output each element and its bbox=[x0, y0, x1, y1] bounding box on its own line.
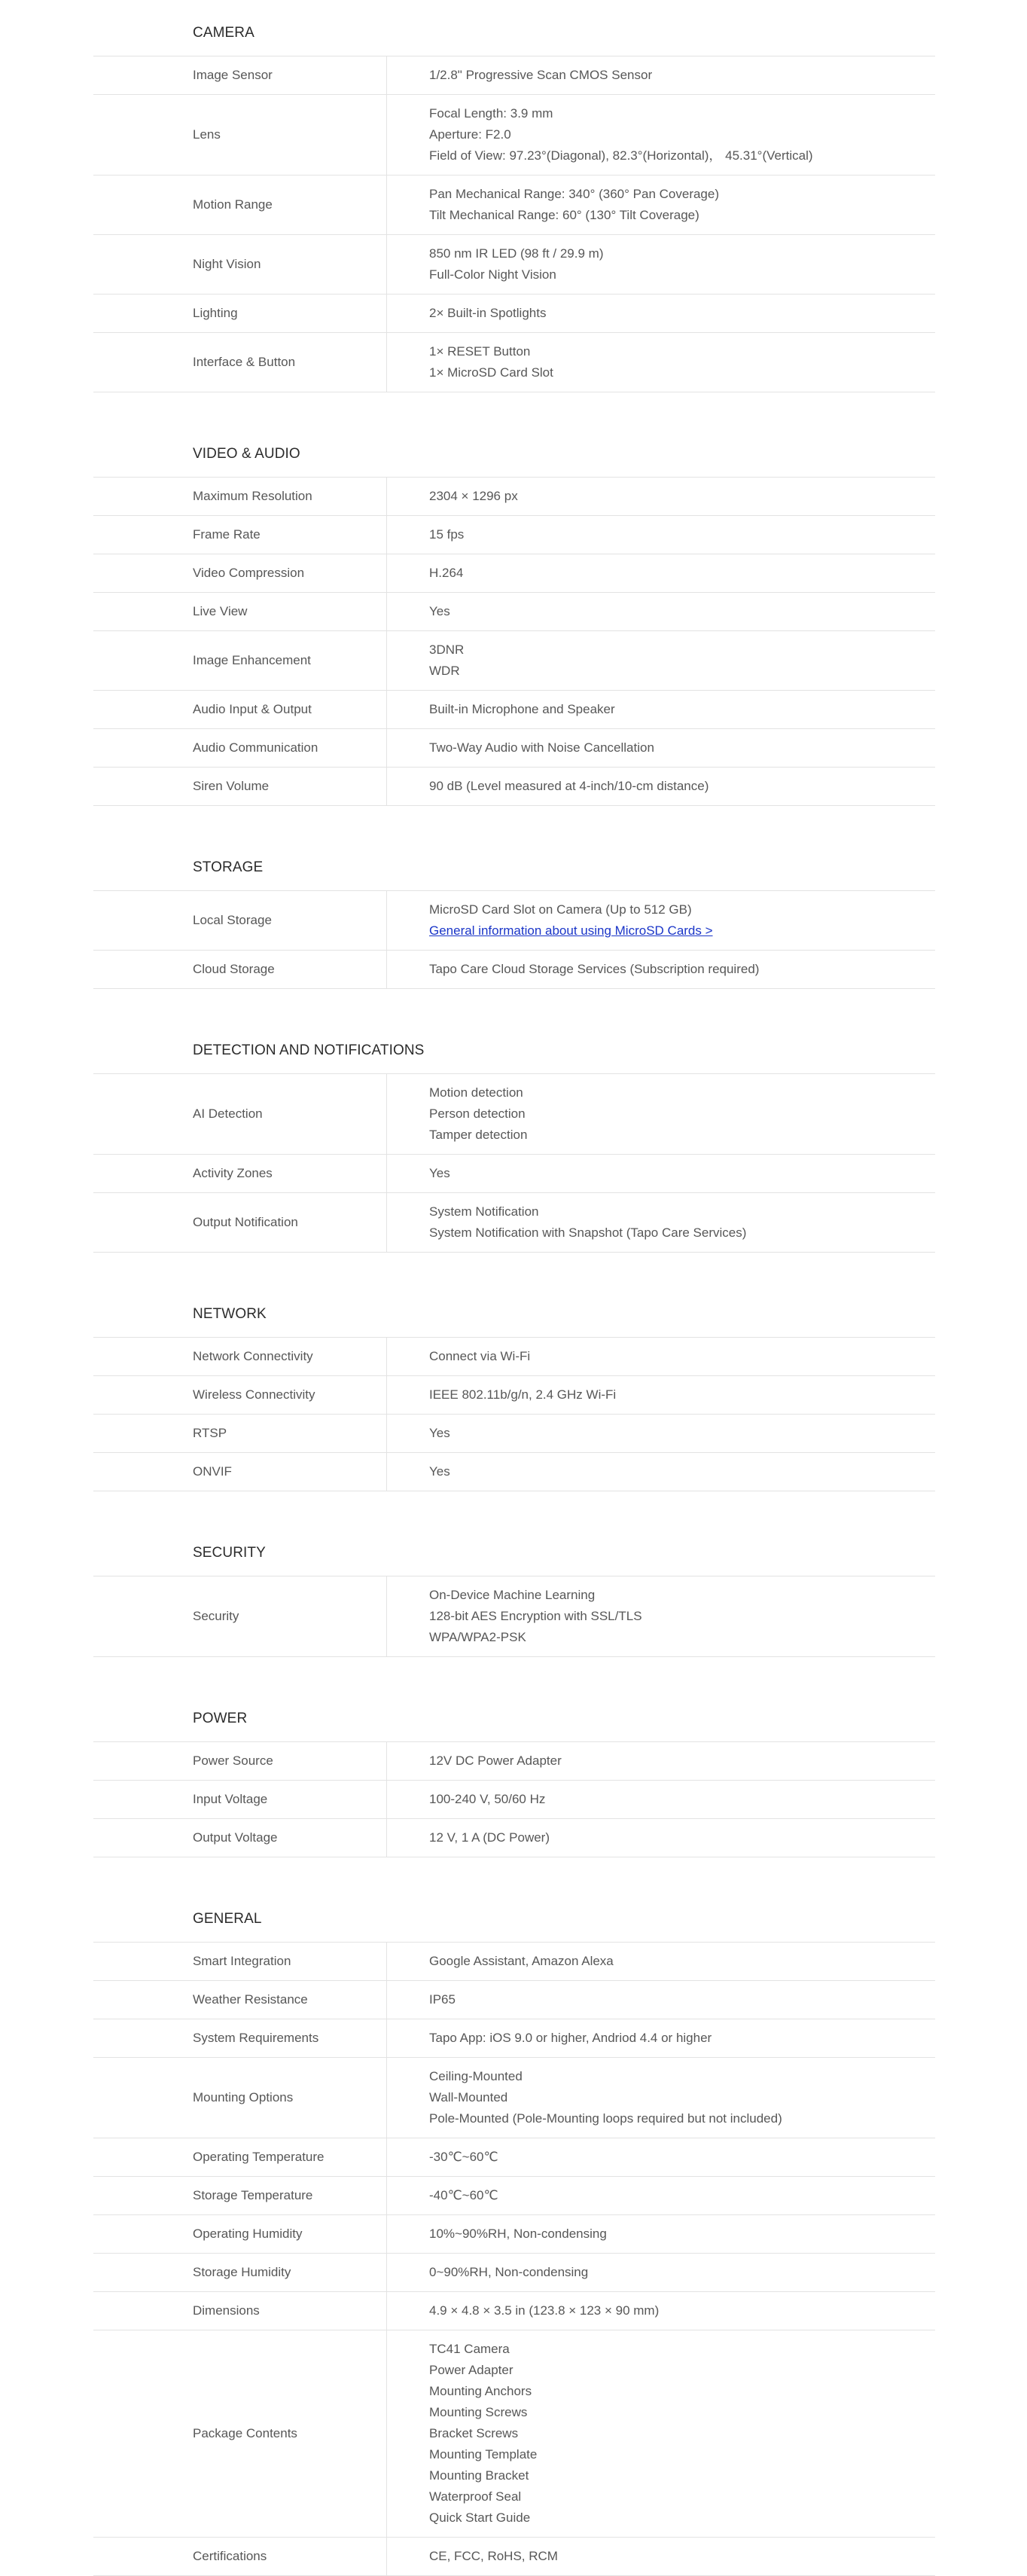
spec-value-line: 3DNR bbox=[429, 642, 465, 657]
spec-row bbox=[93, 631, 935, 691]
spec-label: Audio Communication bbox=[93, 729, 387, 767]
spec-row bbox=[93, 2177, 935, 2215]
spec-value-line: 850 nm IR LED (98 ft / 29.9 m) bbox=[429, 246, 604, 261]
spec-value bbox=[387, 2058, 935, 2138]
spec-row bbox=[93, 1376, 935, 1415]
spec-label: Night Vision bbox=[93, 235, 387, 294]
spec-value bbox=[387, 593, 935, 630]
spec-row bbox=[93, 295, 935, 333]
spec-row bbox=[93, 2292, 935, 2330]
spec-value bbox=[387, 56, 935, 94]
spec-value-line: Mounting Bracket bbox=[429, 2468, 529, 2483]
spec-value bbox=[387, 333, 935, 392]
spec-value bbox=[387, 1155, 935, 1192]
spec-row bbox=[93, 56, 935, 95]
spec-label: Input Voltage bbox=[93, 1781, 387, 1818]
spec-label: Video Compression bbox=[93, 554, 387, 592]
spec-label: Operating Humidity bbox=[93, 2215, 387, 2253]
spec-row bbox=[93, 333, 935, 392]
spec-label: Dimensions bbox=[93, 2292, 387, 2330]
spec-value bbox=[387, 1781, 935, 1818]
spec-value-line: Connect via Wi-Fi bbox=[429, 1349, 531, 1363]
spec-label: Package Contents bbox=[93, 2330, 387, 2537]
spec-value-line: 12 V, 1 A (DC Power) bbox=[429, 1830, 550, 1845]
spec-value bbox=[387, 1981, 935, 2019]
microsd-info-link[interactable]: General information about using MicroSD Cards > bbox=[429, 923, 713, 938]
spec-label: Smart Integration bbox=[93, 1943, 387, 1980]
spec-value-line: 100-240 V, 50/60 Hz bbox=[429, 1792, 546, 1806]
spec-label: Certifications bbox=[93, 2538, 387, 2575]
spec-value-line: 15 fps bbox=[429, 527, 465, 542]
spec-value-line: Tapo Care Cloud Storage Services (Subscription required) bbox=[429, 962, 760, 976]
spec-value-line: Waterproof Seal bbox=[429, 2489, 522, 2504]
spec-value-line: Field of View: 97.23°(Diagonal), 82.3°(Horizontal)， 45.31°(Vertical) bbox=[429, 148, 813, 163]
spec-value-line: TC41 Camera bbox=[429, 2342, 510, 2356]
spec-value bbox=[387, 729, 935, 767]
spec-value bbox=[387, 951, 935, 988]
spec-value bbox=[387, 235, 935, 294]
spec-section-security bbox=[93, 1531, 935, 1657]
spec-value-line: Ceiling-Mounted bbox=[429, 2069, 523, 2083]
spec-value-line: Yes bbox=[429, 1426, 450, 1440]
spec-row bbox=[93, 1193, 935, 1253]
spec-value-line: Yes bbox=[429, 1166, 450, 1180]
spec-row bbox=[93, 593, 935, 631]
spec-value bbox=[387, 2292, 935, 2330]
spec-value-line: Tapo App: iOS 9.0 or higher, Andriod 4.4 or higher bbox=[429, 2031, 712, 2045]
spec-label: ONVIF bbox=[93, 1453, 387, 1491]
spec-value-line: -40℃~60℃ bbox=[429, 2188, 498, 2202]
spec-value bbox=[387, 516, 935, 554]
spec-value bbox=[387, 1376, 935, 1414]
spec-value-line: WDR bbox=[429, 664, 460, 678]
section-title: POWER bbox=[93, 1696, 935, 1742]
spec-row bbox=[93, 2019, 935, 2058]
spec-row bbox=[93, 1943, 935, 1981]
spec-value-line: 12V DC Power Adapter bbox=[429, 1753, 562, 1768]
spec-value-line: System Notification bbox=[429, 1204, 539, 1219]
spec-row bbox=[93, 1453, 935, 1491]
section-title: SECURITY bbox=[93, 1531, 935, 1576]
spec-value bbox=[387, 478, 935, 515]
spec-label: AI Detection bbox=[93, 1074, 387, 1154]
spec-label: Lighting bbox=[93, 295, 387, 332]
spec-value-line: Quick Start Guide bbox=[429, 2510, 531, 2525]
spec-label: Maximum Resolution bbox=[93, 478, 387, 515]
spec-value-line: Tilt Mechanical Range: 60° (130° Tilt Coverage) bbox=[429, 208, 699, 222]
spec-value-line: Tamper detection bbox=[429, 1128, 528, 1142]
spec-value bbox=[387, 2019, 935, 2057]
spec-value-line: Pan Mechanical Range: 340° (360° Pan Coverage) bbox=[429, 187, 719, 201]
spec-value-line: Pole-Mounted (Pole-Mounting loops required but not included) bbox=[429, 2111, 782, 2126]
spec-label: Live View bbox=[93, 593, 387, 630]
spec-row bbox=[93, 1819, 935, 1857]
spec-label: Output Voltage bbox=[93, 1819, 387, 1857]
spec-value-line: Full-Color Night Vision bbox=[429, 267, 556, 282]
spec-value-line: H.264 bbox=[429, 566, 464, 580]
spec-value-line: 1× RESET Button bbox=[429, 344, 531, 359]
spec-value-line: IEEE 802.11b/g/n, 2.4 GHz Wi-Fi bbox=[429, 1387, 617, 1402]
spec-value-line: On-Device Machine Learning bbox=[429, 1588, 596, 1602]
spec-value bbox=[387, 1074, 935, 1154]
spec-value-line: Google Assistant, Amazon Alexa bbox=[429, 1954, 614, 1968]
spec-section-detection-and-notifications bbox=[93, 1028, 935, 1253]
spec-value-line: Built-in Microphone and Speaker bbox=[429, 702, 615, 716]
spec-section-general bbox=[93, 1897, 935, 2576]
spec-value bbox=[387, 1576, 935, 1656]
spec-label: Operating Temperature bbox=[93, 2138, 387, 2176]
spec-value bbox=[387, 1819, 935, 1857]
spec-value-line: CE, FCC, RoHS, RCM bbox=[429, 2549, 558, 2563]
spec-value bbox=[387, 1453, 935, 1491]
spec-value bbox=[387, 691, 935, 728]
spec-section-storage bbox=[93, 845, 935, 989]
spec-row bbox=[93, 2058, 935, 2138]
spec-value-line: 2× Built-in Spotlights bbox=[429, 306, 547, 320]
spec-row bbox=[93, 516, 935, 554]
spec-label: Weather Resistance bbox=[93, 1981, 387, 2019]
spec-row bbox=[93, 729, 935, 768]
spec-label: Siren Volume bbox=[93, 768, 387, 805]
spec-value-line: Person detection bbox=[429, 1106, 526, 1121]
spec-value-line: Mounting Template bbox=[429, 2447, 538, 2462]
spec-value-line: System Notification with Snapshot (Tapo Care Services) bbox=[429, 1225, 747, 1240]
spec-value-line: IP65 bbox=[429, 1992, 456, 2007]
spec-label: Power Source bbox=[93, 1742, 387, 1780]
spec-label: Mounting Options bbox=[93, 2058, 387, 2138]
spec-value-line: Yes bbox=[429, 1464, 450, 1479]
spec-label: Wireless Connectivity bbox=[93, 1376, 387, 1414]
spec-value bbox=[387, 1338, 935, 1375]
spec-value bbox=[387, 891, 935, 950]
spec-value bbox=[387, 1943, 935, 1980]
spec-value-line: Focal Length: 3.9 mm bbox=[429, 106, 553, 121]
spec-value bbox=[387, 1415, 935, 1452]
spec-row bbox=[93, 95, 935, 175]
spec-label: Security bbox=[93, 1576, 387, 1656]
spec-label: Output Notification bbox=[93, 1193, 387, 1252]
spec-label: Storage Temperature bbox=[93, 2177, 387, 2214]
spec-value-line: 0~90%RH, Non-condensing bbox=[429, 2265, 589, 2279]
spec-label: Frame Rate bbox=[93, 516, 387, 554]
spec-value-line: 90 dB (Level measured at 4-inch/10-cm distance) bbox=[429, 779, 709, 793]
spec-value bbox=[387, 631, 935, 690]
spec-value-line: Aperture: F2.0 bbox=[429, 127, 511, 142]
spec-row bbox=[93, 235, 935, 295]
spec-row bbox=[93, 768, 935, 806]
spec-row bbox=[93, 2138, 935, 2177]
section-title: CAMERA bbox=[93, 11, 935, 56]
spec-row bbox=[93, 2538, 935, 2576]
section-title: DETECTION AND NOTIFICATIONS bbox=[93, 1028, 935, 1074]
spec-value-line: Wall-Mounted bbox=[429, 2090, 508, 2104]
spec-value bbox=[387, 2177, 935, 2214]
spec-label: Local Storage bbox=[93, 891, 387, 950]
spec-value bbox=[387, 2215, 935, 2253]
spec-label: Interface & Button bbox=[93, 333, 387, 392]
spec-label: Motion Range bbox=[93, 175, 387, 234]
spec-value-line: Mounting Anchors bbox=[429, 2384, 532, 2398]
spec-label: Lens bbox=[93, 95, 387, 175]
spec-value-line: MicroSD Card Slot on Camera (Up to 512 GB) bbox=[429, 902, 692, 917]
spec-value-line: 1× MicroSD Card Slot bbox=[429, 365, 553, 380]
spec-label: Storage Humidity bbox=[93, 2254, 387, 2291]
spec-value bbox=[387, 1193, 935, 1252]
spec-row bbox=[93, 891, 935, 951]
spec-row bbox=[93, 2215, 935, 2254]
spec-row bbox=[93, 1074, 935, 1155]
spec-row bbox=[93, 951, 935, 989]
spec-label: Image Enhancement bbox=[93, 631, 387, 690]
spec-value-line: Power Adapter bbox=[429, 2363, 514, 2377]
spec-label: Network Connectivity bbox=[93, 1338, 387, 1375]
spec-value-line: Two-Way Audio with Noise Cancellation bbox=[429, 740, 654, 755]
spec-value-line: 2304 × 1296 px bbox=[429, 489, 518, 503]
spec-table bbox=[93, 0, 935, 2576]
section-title: VIDEO & AUDIO bbox=[93, 432, 935, 478]
spec-value bbox=[387, 175, 935, 234]
spec-value-line: -30℃~60℃ bbox=[429, 2150, 498, 2164]
spec-label: Image Sensor bbox=[93, 56, 387, 94]
spec-value bbox=[387, 95, 935, 175]
spec-row bbox=[93, 1981, 935, 2019]
spec-value-line: Mounting Screws bbox=[429, 2405, 528, 2419]
spec-value-line: 1/2.8" Progressive Scan CMOS Sensor bbox=[429, 68, 653, 82]
spec-value bbox=[387, 295, 935, 332]
spec-section-network bbox=[93, 1292, 935, 1491]
spec-label: RTSP bbox=[93, 1415, 387, 1452]
spec-value bbox=[387, 2138, 935, 2176]
spec-value-line: 10%~90%RH, Non-condensing bbox=[429, 2227, 607, 2241]
spec-section-video-audio bbox=[93, 432, 935, 806]
spec-value-line: WPA/WPA2-PSK bbox=[429, 1630, 526, 1644]
spec-value bbox=[387, 2254, 935, 2291]
spec-row bbox=[93, 1742, 935, 1781]
spec-label: System Requirements bbox=[93, 2019, 387, 2057]
spec-value bbox=[387, 2330, 935, 2537]
spec-value bbox=[387, 2538, 935, 2575]
spec-row bbox=[93, 1338, 935, 1376]
spec-section-power bbox=[93, 1696, 935, 1857]
spec-value-line: 4.9 × 4.8 × 3.5 in (123.8 × 123 × 90 mm) bbox=[429, 2303, 660, 2318]
spec-row bbox=[93, 691, 935, 729]
spec-section-camera bbox=[93, 11, 935, 392]
spec-value bbox=[387, 1742, 935, 1780]
spec-label: Activity Zones bbox=[93, 1155, 387, 1192]
spec-value-line: Motion detection bbox=[429, 1085, 523, 1100]
spec-value-line: Yes bbox=[429, 604, 450, 618]
section-title: NETWORK bbox=[93, 1292, 935, 1338]
section-title: STORAGE bbox=[93, 845, 935, 891]
spec-row bbox=[93, 554, 935, 593]
spec-row bbox=[93, 478, 935, 516]
section-title: GENERAL bbox=[93, 1897, 935, 1943]
spec-row bbox=[93, 1576, 935, 1657]
spec-value-line: 128-bit AES Encryption with SSL/TLS bbox=[429, 1609, 642, 1623]
spec-value bbox=[387, 554, 935, 592]
spec-row bbox=[93, 1415, 935, 1453]
spec-value bbox=[387, 768, 935, 805]
spec-label: Audio Input & Output bbox=[93, 691, 387, 728]
spec-row bbox=[93, 2254, 935, 2292]
spec-row bbox=[93, 175, 935, 235]
spec-value-line: Bracket Screws bbox=[429, 2426, 519, 2440]
spec-label: Cloud Storage bbox=[93, 951, 387, 988]
spec-row bbox=[93, 2330, 935, 2538]
spec-row bbox=[93, 1155, 935, 1193]
spec-row bbox=[93, 1781, 935, 1819]
